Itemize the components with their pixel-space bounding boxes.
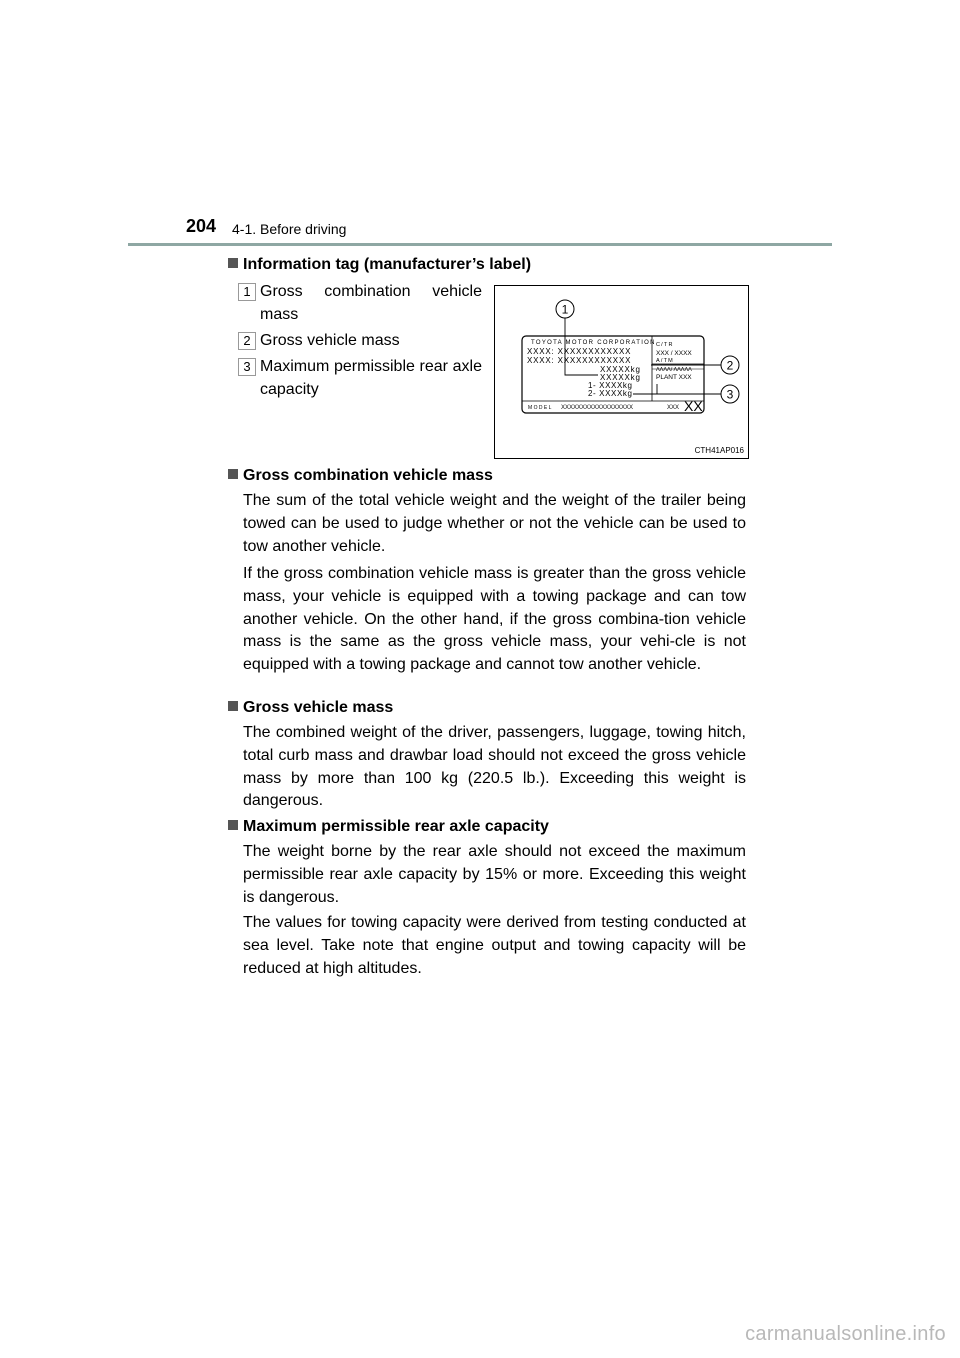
- legend-item-label: Maximum permissible rear axle capacity: [260, 358, 482, 398]
- page-number: 204: [186, 216, 217, 236]
- label-axle2: 2- XXXXkg: [588, 389, 633, 398]
- manufacturer-label-drawing: [495, 286, 750, 460]
- label-plant: PLANT XXX: [656, 374, 692, 381]
- figure-code: CTH41AP016: [694, 446, 744, 455]
- gvm-heading-text: Gross vehicle mass: [243, 699, 394, 716]
- label-model: MODEL: [528, 405, 553, 411]
- legend-item: [238, 280, 482, 326]
- callout-number: 2: [238, 332, 256, 350]
- label-code2: XX: [684, 398, 703, 414]
- label-ctr-value: XXX / XXXX: [656, 350, 692, 357]
- mprac-paragraph-2: The values for towing capacity were derived from testing conducted at sea level. Take note that engine output and towing capacity will be reduced at high altitudes.: [243, 914, 746, 977]
- mprac-heading-text: Maximum permissible rear axle capacity: [243, 818, 549, 835]
- gvm-paragraph: The combined weight of the driver, passengers, luggage, towing hitch, total curb mass and drawbar load should not exceed the gross vehicle mass by more than 100 kg (220.5 lb.). Exceeding this weight is dangerous.: [243, 724, 746, 810]
- label-illustration: [494, 285, 749, 459]
- info-tag-heading-text: Information tag (manufacturer’s label): [243, 256, 532, 273]
- gcvm-heading: [228, 465, 493, 487]
- label-ctr: C/TR: [656, 342, 674, 348]
- callout-3-number: 3: [726, 387, 734, 402]
- legend-item: [238, 355, 482, 401]
- square-bullet-icon: [228, 820, 238, 830]
- label-atm-value: ΛΛΛΛ/ ΛΛΛΛΛ: [656, 367, 692, 373]
- square-bullet-icon: [228, 258, 238, 268]
- label-code1: XXX: [667, 405, 680, 411]
- label-axle1: 1- XXXXkg: [588, 381, 633, 390]
- section-title: 4-1. Before driving: [232, 221, 347, 237]
- watermark: carmanualsonline.info: [745, 1323, 946, 1345]
- info-tag-heading: [228, 254, 531, 276]
- label-kg1: XXXXXkg: [600, 365, 641, 374]
- label-model-value: XXXXXXXXXXXXXXXXXX: [561, 405, 634, 411]
- label-atm: A/TM: [656, 358, 674, 364]
- gvm-heading: [228, 697, 393, 719]
- gcvm-paragraph-2: If the gross combination vehicle mass is greater than the gross vehicle mass, your vehicle is equipped with a towing package and can tow another vehicle. On the other hand, if the gross combina-tion vehicle mass is the same as the gross vehicle mass, your vehi-cle is not equipped with a towing package and cannot tow another vehicle.: [243, 565, 746, 674]
- label-maker: TOYOTA MOTOR CORPORATION: [531, 340, 656, 346]
- mprac-heading: [228, 816, 549, 838]
- label-row1: XXXX: XXXXXXXXXXXX: [527, 347, 632, 356]
- gcvm-heading-text: Gross combination vehicle mass: [243, 467, 493, 484]
- legend-item-label: Gross combination vehicle mass: [260, 283, 482, 323]
- square-bullet-icon: [228, 469, 238, 479]
- callout-legend: [238, 280, 482, 404]
- label-row2: XXXX: XXXXXXXXXXXX: [527, 356, 632, 365]
- legend-item-label: Gross vehicle mass: [260, 332, 400, 349]
- legend-item: [238, 329, 482, 352]
- header-divider: [128, 243, 832, 246]
- callout-2-number: 2: [726, 358, 734, 373]
- square-bullet-icon: [228, 701, 238, 711]
- callout-number: 3: [238, 358, 256, 376]
- label-kg2: XXXXXkg: [600, 373, 641, 382]
- callout-number: 1: [238, 283, 256, 301]
- gcvm-paragraph-1: The sum of the total vehicle weight and the weight of the trailer being towed can be used to judge whether or not the vehicle can be used to tow another vehicle.: [243, 492, 746, 555]
- mprac-paragraph-1: The weight borne by the rear axle should not exceed the maximum permissible rear axle capacity by 15% or more. Exceeding this weight is dangerous.: [243, 843, 746, 906]
- callout-1-number: 1: [561, 302, 569, 317]
